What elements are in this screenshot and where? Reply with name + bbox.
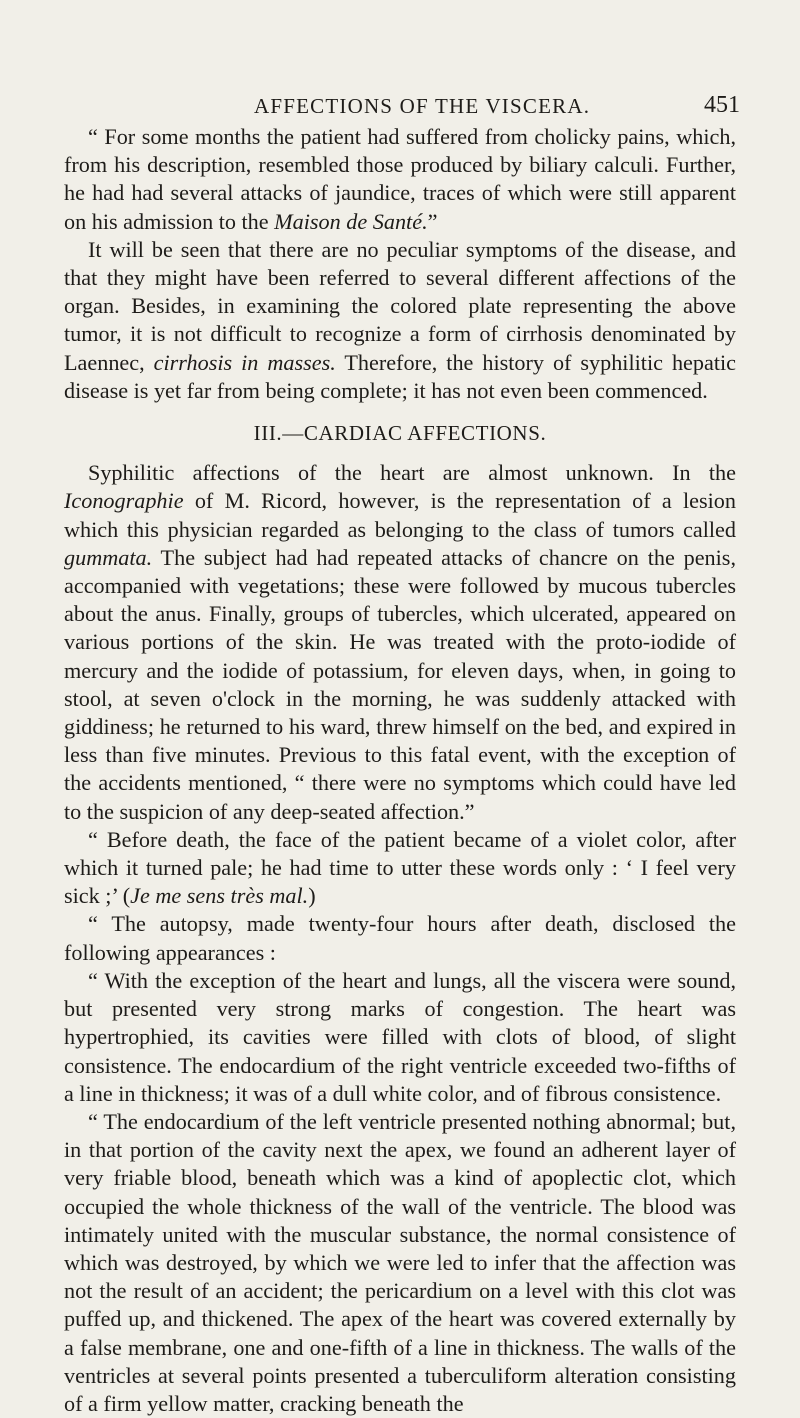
paragraph-viscera: “ With the exception of the heart and lungs, all the viscera were sound, but presented very strong marks of congestion. The heart was hypertrophied, its cavities were filled with clots of blood, of slight consistence. The endocardium of the right ventricle exceeded two-fifths of a line in thickness; it was of a dull white color, and of fibrous consistence. bbox=[64, 967, 736, 1106]
body-text bbox=[64, 123, 736, 1418]
section-heading: III.—CARDIAC AFFECTIONS. bbox=[253, 421, 547, 446]
text-run: Therefore, the history of syphilitic hepatic disease is yet far from being complete; it has not even been commenced. bbox=[64, 349, 736, 403]
running-head-title: AFFECTIONS OF THE VISCERA. bbox=[254, 94, 591, 118]
text-run: “ Before death, the face of the patient became of a violet color, after which it turned pale; he had time to utter these words only : ‘ I feel very sick ;’ ( bbox=[64, 826, 736, 909]
italic-term: Maison de Santé. bbox=[274, 208, 428, 234]
italic-term: Je me sens très mal. bbox=[130, 883, 309, 909]
paragraph-cardiac-case bbox=[64, 459, 736, 826]
text-run: The subject had had repeated attacks of chancre on the penis, accompanied with vegetations; these were followed by mucous tubercles about the anus. Finally, groups of tubercles, which ulcerated, appeared on various portions of the skin. He was treated with the proto-iodide of mercury and the iodide of potassium, for eleven days, when, in going to stool, at seven o'clock in the morning, he was suddenly attacked with giddiness; he returned to his ward, threw himself on the bed, and expired in less than five minutes. Previous to this fatal event, with the exception of the accidents mentioned, “ there were no symptoms which could have led to the suspicion of any deep-seated affection.” bbox=[64, 544, 736, 824]
text-run: ) bbox=[308, 883, 316, 909]
paragraph-quote-symptoms bbox=[64, 123, 736, 236]
paragraph-cirrhosis bbox=[64, 236, 736, 405]
paragraph-autopsy: “ The autopsy, made twenty-four hours after death, disclosed the following appearances : bbox=[64, 911, 736, 965]
paragraph-before-death bbox=[64, 826, 736, 911]
text-run: “ For some months the patient had suffered from cholicky pains, which, from his description, resembled those produced by biliary calculi. Further, he had had several attacks of jaundice, traces of which were still apparent on his admission to the bbox=[64, 124, 736, 234]
italic-term: Iconographie bbox=[64, 488, 184, 514]
text-run: ” bbox=[427, 208, 438, 234]
page-number: 451 bbox=[704, 92, 740, 118]
italic-term: cirrhosis in masses. bbox=[153, 349, 336, 375]
paragraph-endocardium: “ The endocardium of the left ventricle presented nothing abnormal; but, in that portion of the cavity next the apex, we found an adherent layer of very friable blood, beneath which was a kind of apoplectic clot, which occupied the whole thickness of the wall of the ventricle. The blood was intimately united with the muscular substance, the normal consistence of which was destroyed, by which we were led to infer that the affection was not the result of an accident; the pericardium on a level with this clot was puffed up, and thickened. The apex of the heart was covered externally by a false membrane, one and one-fifth of a line in thickness. The walls of the ventricles at several points presented a tuberculiform alteration consisting of a firm yellow matter, cracking beneath the bbox=[64, 1108, 736, 1416]
italic-term: gummata. bbox=[64, 544, 153, 570]
running-head bbox=[64, 92, 760, 122]
text-run: It will be seen that there are no peculiar symptoms of the disease, and that they might have been referred to several different affections of the organ. Besides, in examining the colored plate representing the above tumor, it is not difficult to recognize a form of cirrhosis denominated by Laennec, bbox=[64, 236, 736, 375]
text-run: of M. Ricord, however, is the representation of a lesion which this physician regarded as belonging to the class of tumors called bbox=[64, 488, 736, 542]
text-run: Syphilitic affections of the heart are almost unknown. In the bbox=[88, 460, 736, 486]
